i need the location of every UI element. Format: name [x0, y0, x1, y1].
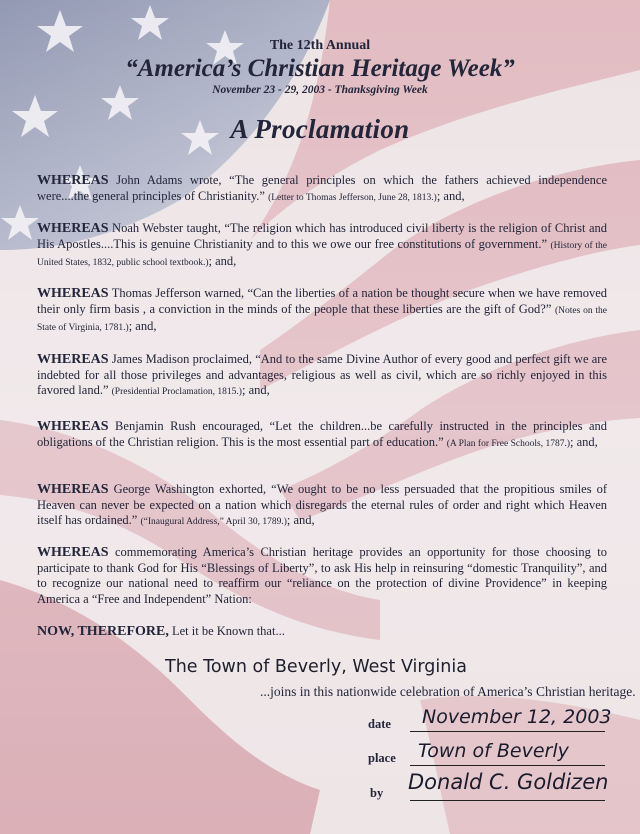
whereas-text: James Madison proclaimed, “And to the same Divine Author of every good and perfect gift we are indebted for all those privileges and advantages, religious as well as civil, which are so richly enjoyed in this favored land.”	[37, 352, 607, 397]
whereas-citation: (A Plan for Free Schools, 1787.)	[446, 438, 570, 449]
proclamation-heading: A Proclamation	[230, 114, 410, 144]
whereas-text: Benjamin Rush encouraged, “Let the children...be carefully instructed in the principles and obligations of the Christian religion. This is the most essential part of education.”	[37, 419, 607, 449]
event-dates: November 23 - 29, 2003 - Thanksgiving Week	[212, 84, 428, 96]
signature: Donald C. Goldizen	[408, 770, 609, 794]
whereas-paragraph	[37, 221, 607, 272]
whereas-end: ; and,	[128, 319, 157, 333]
whereas-keyword: WHEREAS	[37, 286, 109, 301]
place-label: place	[368, 751, 396, 765]
whereas-paragraph	[37, 352, 607, 401]
event-title: “America’s Christian Heritage Week”	[125, 55, 515, 82]
whereas-citation: (Letter to Thomas Jefferson, June 28, 1813.)	[268, 192, 437, 203]
whereas-keyword: WHEREAS	[37, 221, 109, 236]
whereas-keyword: WHEREAS	[37, 352, 109, 367]
joins-statement: ...joins in this nationwide celebration of America’s Christian heritage.	[260, 684, 636, 699]
whereas-text: George Washington exhorted, “We ought to be no less persuaded that the propitious smiles of Heaven can never be expected on a nation which disregards the eternal rules of order and right which Heaven itself has ordained.”	[37, 482, 607, 527]
date-handwritten: November 12, 2003	[422, 706, 612, 728]
whereas-text: commemorating America’s Christian heritage provides an opportunity for those choosing to participate to thank God for His “Blessings of Liberty”, to ask His help in reinsuring “domestic Tranquility”, and to recognize our national need to reaffirm our “reliance on the protection of divine Providence” in keeping America a “Free and Independent” Nation:	[37, 545, 607, 606]
whereas-keyword: WHEREAS	[37, 419, 109, 434]
whereas-citation: (Presidential Proclamation, 1815.)	[111, 387, 242, 397]
whereas-end: ; and,	[436, 188, 465, 203]
whereas-keyword: WHEREAS	[37, 173, 109, 188]
whereas-keyword: WHEREAS	[37, 545, 109, 560]
place-handwritten: Town of Beverly	[418, 740, 569, 762]
whereas-end: ; and,	[286, 513, 315, 527]
whereas-citation: (History of the United States, 1832, public school textbook.)	[37, 240, 607, 268]
signature-line	[410, 800, 605, 801]
annual-label: The 12th Annual	[269, 38, 371, 53]
place-line	[410, 765, 605, 766]
date-label: date	[368, 717, 391, 731]
whereas-end: ; and,	[570, 434, 598, 449]
now-therefore-line	[37, 624, 285, 640]
town-name: The Town of Beverly, West Virginia	[165, 657, 467, 677]
whereas-paragraph	[37, 482, 607, 531]
whereas-keyword: WHEREAS	[37, 482, 109, 497]
whereas-paragraph	[37, 173, 607, 206]
whereas-text: Thomas Jefferson warned, “Can the liberties of a nation be thought secure when we have removed their only firm basis , a conviction in the minds of the people that these liberties are the gift of God?”	[37, 286, 607, 316]
whereas-paragraph	[37, 545, 607, 609]
now-therefore-text: Let it be Known that...	[168, 624, 285, 638]
whereas-end: ; and,	[241, 383, 270, 397]
whereas-text: Noah Webster taught, “The religion which has introduced civil liberty is the religion of Christ and His Apostles....This is genuine Christianity and to this we owe our free constitutions of government.”	[37, 221, 607, 251]
whereas-citation: (“Inaugural Address,” April 30, 1789.)	[140, 517, 287, 527]
date-line	[410, 731, 605, 732]
now-therefore-keyword: NOW, THEREFORE,	[37, 624, 169, 639]
whereas-paragraph	[37, 286, 607, 337]
whereas-end: ; and,	[208, 254, 237, 268]
whereas-citation: (Notes on the State of Virginia, 1781.)	[37, 305, 607, 333]
by-label: by	[370, 786, 384, 800]
whereas-paragraph	[37, 419, 607, 452]
whereas-text: John Adams wrote, “The general principles on which the fathers achieved independence were....the general principles of Christianity.”	[37, 173, 607, 203]
